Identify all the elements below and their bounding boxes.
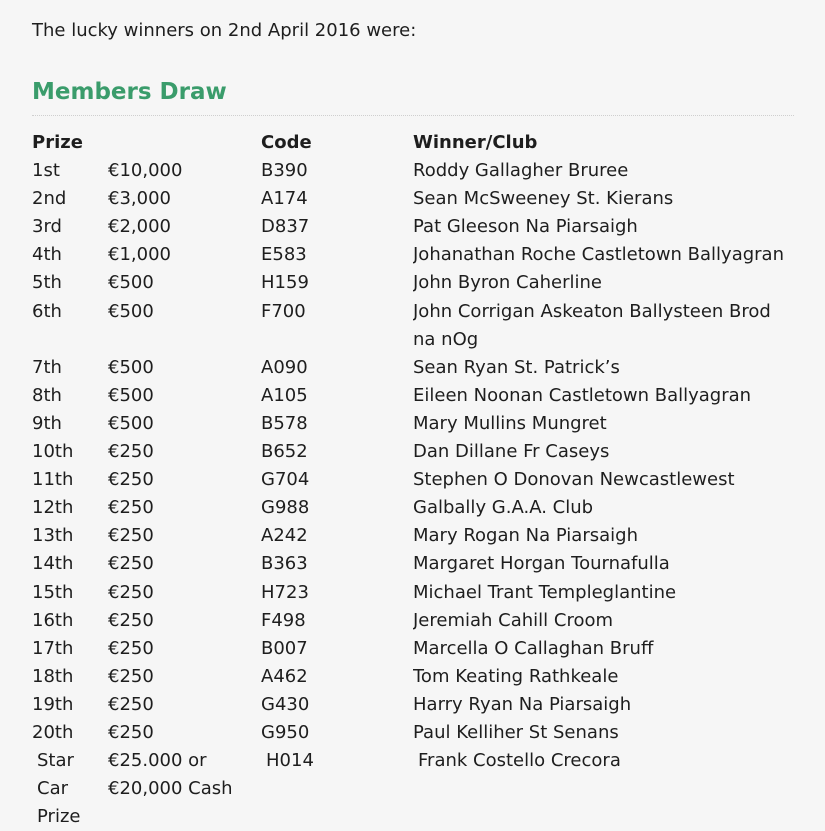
prize-place: 20th [32, 721, 74, 743]
winner-club: Stephen O Donovan Newcastlewest [413, 469, 735, 491]
winner-club: Sean McSweeney St. Kierans [413, 188, 674, 210]
dotted-divider [32, 115, 794, 116]
prize-code: F498 [261, 609, 306, 631]
table-header-row [32, 129, 794, 157]
prize-amount: €2,000 [108, 216, 171, 238]
prize-code: B652 [261, 441, 308, 463]
prize-code: A105 [261, 384, 308, 406]
prize-code: A462 [261, 665, 308, 687]
prize-code: H014 [266, 750, 314, 772]
prize-amount: €500 [108, 412, 154, 434]
winners-table [32, 129, 794, 831]
winner-club: Marcella O Callaghan Bruff [413, 637, 654, 659]
table-body [32, 157, 794, 831]
prize-code: G430 [261, 693, 310, 715]
prize-amount: €250 [108, 581, 154, 603]
prize-code: G704 [261, 469, 310, 491]
prize-place: 5th [32, 272, 62, 294]
prize-code: G950 [261, 721, 310, 743]
prize-amount: €25.000 or €20,000 Cash [108, 750, 233, 800]
prize-code: H159 [261, 272, 309, 294]
table-row [32, 269, 794, 297]
prize-amount: €250 [108, 553, 154, 575]
table-row [32, 607, 794, 635]
prize-place: 15th [32, 581, 74, 603]
prize-amount: €250 [108, 497, 154, 519]
prize-amount: €1,000 [108, 244, 171, 266]
winner-club: Eileen Noonan Castletown Ballyagran [413, 384, 752, 406]
prize-code: G988 [261, 497, 310, 519]
prize-place: 4th [32, 244, 62, 266]
winner-club: Jeremiah Cahill Croom [413, 609, 614, 631]
prize-place: 18th [32, 665, 74, 687]
prize-code: B390 [261, 160, 308, 182]
winner-club: Johanathan Roche Castletown Ballyagran [413, 244, 784, 266]
prize-place: 13th [32, 525, 74, 547]
winner-club: John Corrigan Askeaton Ballysteen Brod na nOg [413, 300, 771, 350]
table-row [32, 410, 794, 438]
table-row [32, 298, 794, 354]
winner-club: Harry Ryan Na Piarsaigh [413, 693, 632, 715]
prize-place: 9th [32, 412, 62, 434]
prize-code: D837 [261, 216, 310, 238]
prize-place: 8th [32, 384, 62, 406]
prize-code: F700 [261, 300, 306, 322]
winner-club: Roddy Gallagher Bruree [413, 160, 629, 182]
prize-place: 16th [32, 609, 74, 631]
prize-place: 2nd [32, 188, 67, 210]
header-code: Code [261, 132, 312, 153]
intro-text: The lucky winners on 2nd April 2016 were: [32, 20, 417, 41]
header-prize: Prize [32, 132, 83, 153]
prize-amount: €250 [108, 525, 154, 547]
winner-club: Galbally G.A.A. Club [413, 497, 594, 519]
prize-amount: €250 [108, 665, 154, 687]
prize-place: 12th [32, 497, 74, 519]
winner-club: Margaret Horgan Tournafulla [413, 553, 670, 575]
table-row [32, 691, 794, 719]
prize-place: 10th [32, 441, 74, 463]
table-row [32, 719, 794, 747]
table-row [32, 466, 794, 494]
prize-place: 6th [32, 300, 62, 322]
prize-amount: €500 [108, 384, 154, 406]
prize-code: H723 [261, 581, 309, 603]
prize-amount: €500 [108, 356, 154, 378]
prize-amount: €250 [108, 441, 154, 463]
winner-club: Michael Trant Templeglantine [413, 581, 677, 603]
prize-code: A090 [261, 356, 308, 378]
table-row [32, 241, 794, 269]
prize-code: B007 [261, 637, 308, 659]
table-row [32, 382, 794, 410]
winner-club: John Byron Caherline [413, 272, 602, 294]
table-row [32, 635, 794, 663]
prize-amount: €10,000 [108, 160, 183, 182]
table-row [32, 550, 794, 578]
winner-club: Paul Kelliher St Senans [413, 721, 619, 743]
section-heading: Members Draw [32, 79, 227, 105]
prize-place: 17th [32, 637, 74, 659]
prize-amount: €250 [108, 693, 154, 715]
table-row [32, 354, 794, 382]
prize-code: B578 [261, 412, 308, 434]
table-row-star-prize [32, 747, 794, 831]
prize-place: Star Car Prize [37, 750, 81, 828]
prize-code: A174 [261, 188, 308, 210]
prize-amount: €3,000 [108, 188, 171, 210]
winner-club: Pat Gleeson Na Piarsaigh [413, 216, 638, 238]
table-row [32, 579, 794, 607]
table-row [32, 494, 794, 522]
prize-place: 7th [32, 356, 62, 378]
prize-amount: €250 [108, 721, 154, 743]
table-row [32, 213, 794, 241]
winner-club: Tom Keating Rathkeale [413, 665, 619, 687]
table-row [32, 663, 794, 691]
prize-place: 14th [32, 553, 74, 575]
prize-place: 11th [32, 469, 74, 491]
header-winner: Winner/Club [413, 132, 538, 153]
winner-club: Dan Dillane Fr Caseys [413, 441, 610, 463]
prize-place: 1st [32, 160, 60, 182]
table-row [32, 185, 794, 213]
table-row [32, 157, 794, 185]
prize-amount: €250 [108, 609, 154, 631]
table-row [32, 438, 794, 466]
prize-code: E583 [261, 244, 307, 266]
winner-club: Mary Mullins Mungret [413, 412, 607, 434]
prize-amount: €500 [108, 300, 154, 322]
table-row [32, 522, 794, 550]
prize-place: 19th [32, 693, 74, 715]
prize-code: B363 [261, 553, 308, 575]
prize-place: 3rd [32, 216, 62, 238]
prize-amount: €500 [108, 272, 154, 294]
prize-amount: €250 [108, 637, 154, 659]
winner-club: Mary Rogan Na Piarsaigh [413, 525, 638, 547]
prize-amount: €250 [108, 469, 154, 491]
prize-code: A242 [261, 525, 308, 547]
winner-club: Sean Ryan St. Patrick’s [413, 356, 620, 378]
winner-club: Frank Costello Crecora [418, 750, 621, 772]
